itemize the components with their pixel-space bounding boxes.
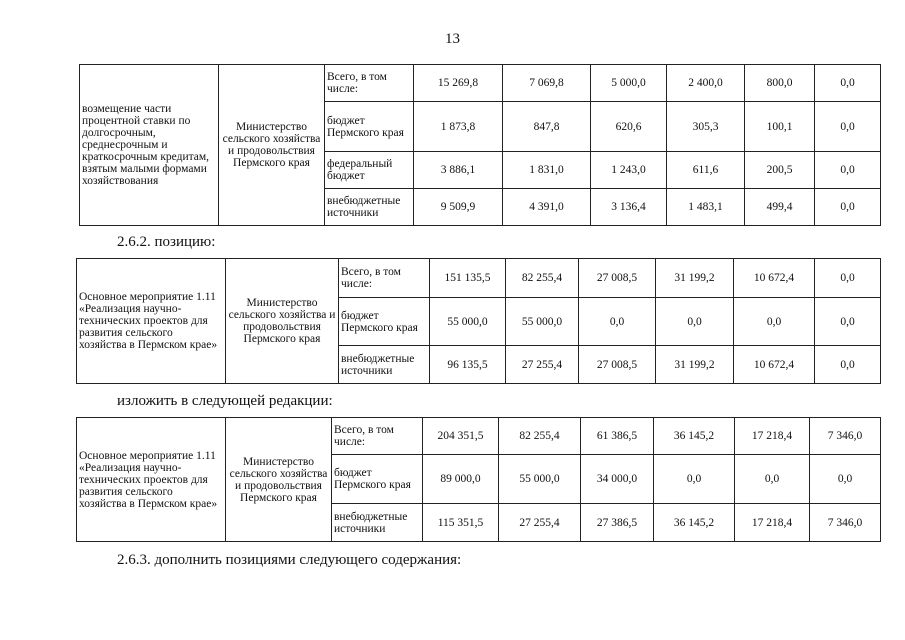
source-cell: внебюджетные источники [339,346,430,384]
source-cell: внебюджетные источники [325,189,414,226]
value-cell: 55 000,0 [506,298,579,346]
value-cell: 31 199,2 [656,346,734,384]
value-cell: 7 069,8 [503,65,591,102]
value-cell: 27 255,4 [499,504,581,542]
value-cell: 10 672,4 [734,346,815,384]
value-cell: 0,0 [656,298,734,346]
value-cell: 61 386,5 [581,418,654,455]
table-2 [76,258,881,384]
value-cell: 3 136,4 [591,189,667,226]
source-cell: Всего, в том числе: [339,259,430,298]
value-cell: 0,0 [810,455,881,504]
value-cell: 27 008,5 [579,346,656,384]
source-cell: бюджет Пермского края [325,102,414,152]
value-cell: 115 351,5 [423,504,499,542]
value-cell: 7 346,0 [810,504,881,542]
value-cell: 17 218,4 [735,504,810,542]
value-cell: 5 000,0 [591,65,667,102]
value-cell: 0,0 [815,102,881,152]
value-cell: 2 400,0 [667,65,745,102]
value-cell: 82 255,4 [506,259,579,298]
value-cell: 27 255,4 [506,346,579,384]
value-cell: 0,0 [815,152,881,189]
value-cell: 200,5 [745,152,815,189]
value-cell: 55 000,0 [430,298,506,346]
value-cell: 31 199,2 [656,259,734,298]
value-cell: 0,0 [815,298,881,346]
value-cell: 55 000,0 [499,455,581,504]
table-1 [79,64,881,226]
value-cell: 847,8 [503,102,591,152]
value-cell: 0,0 [815,346,881,384]
value-cell: 0,0 [654,455,735,504]
value-cell: 96 135,5 [430,346,506,384]
value-cell: 204 351,5 [423,418,499,455]
value-cell: 7 346,0 [810,418,881,455]
value-cell: 620,6 [591,102,667,152]
source-cell: Всего, в том числе: [332,418,423,455]
source-cell: бюджет Пермского края [332,455,423,504]
value-cell: 27 008,5 [579,259,656,298]
description-cell: возмещение части процентной ставки по долгосрочным, среднесрочным и краткосрочным кредитам, взятым малыми формами хозяйствования [80,65,219,226]
value-cell: 15 269,8 [414,65,503,102]
source-cell: федеральный бюджет [325,152,414,189]
value-cell: 0,0 [579,298,656,346]
executor-cell: Министерство сельского хозяйства и продовольствия Пермского края [226,418,332,542]
value-cell: 0,0 [815,259,881,298]
page-number: 13 [445,31,460,47]
value-cell: 36 145,2 [654,504,735,542]
value-cell: 89 000,0 [423,455,499,504]
source-cell: бюджет Пермского края [339,298,430,346]
value-cell: 4 391,0 [503,189,591,226]
value-cell: 0,0 [815,189,881,226]
value-cell: 27 386,5 [581,504,654,542]
description-cell: Основное мероприятие 1.11 «Реализация научно-технических проектов для развития сельского хозяйства в Пермском крае» [77,259,226,384]
value-cell: 17 218,4 [735,418,810,455]
executor-cell: Министерство сельского хозяйства и продовольствия Пермского края [219,65,325,226]
value-cell: 611,6 [667,152,745,189]
value-cell: 100,1 [745,102,815,152]
value-cell: 3 886,1 [414,152,503,189]
executor-cell: Министерство сельского хозяйства и продовольствия Пермского края [226,259,339,384]
value-cell: 499,4 [745,189,815,226]
value-cell: 82 255,4 [499,418,581,455]
value-cell: 36 145,2 [654,418,735,455]
source-cell: Всего, в том числе: [325,65,414,102]
value-cell: 1 873,8 [414,102,503,152]
value-cell: 151 135,5 [430,259,506,298]
table-3 [76,417,881,542]
description-cell: Основное мероприятие 1.11 «Реализация научно-технических проектов для развития сельского хозяйства в Пермском крае» [77,418,226,542]
value-cell: 0,0 [734,298,815,346]
value-cell: 34 000,0 [581,455,654,504]
paragraph-2-6-3: 2.6.3. дополнить позициями следующего содержания: [117,552,462,568]
paragraph-2-6-2: 2.6.2. позицию: [117,234,216,250]
value-cell: 800,0 [745,65,815,102]
value-cell: 10 672,4 [734,259,815,298]
value-cell: 305,3 [667,102,745,152]
value-cell: 9 509,9 [414,189,503,226]
value-cell: 1 243,0 [591,152,667,189]
value-cell: 0,0 [815,65,881,102]
value-cell: 0,0 [735,455,810,504]
paragraph-new-edition: изложить в следующей редакции: [117,393,333,409]
value-cell: 1 831,0 [503,152,591,189]
value-cell: 1 483,1 [667,189,745,226]
source-cell: внебюджетные источники [332,504,423,542]
